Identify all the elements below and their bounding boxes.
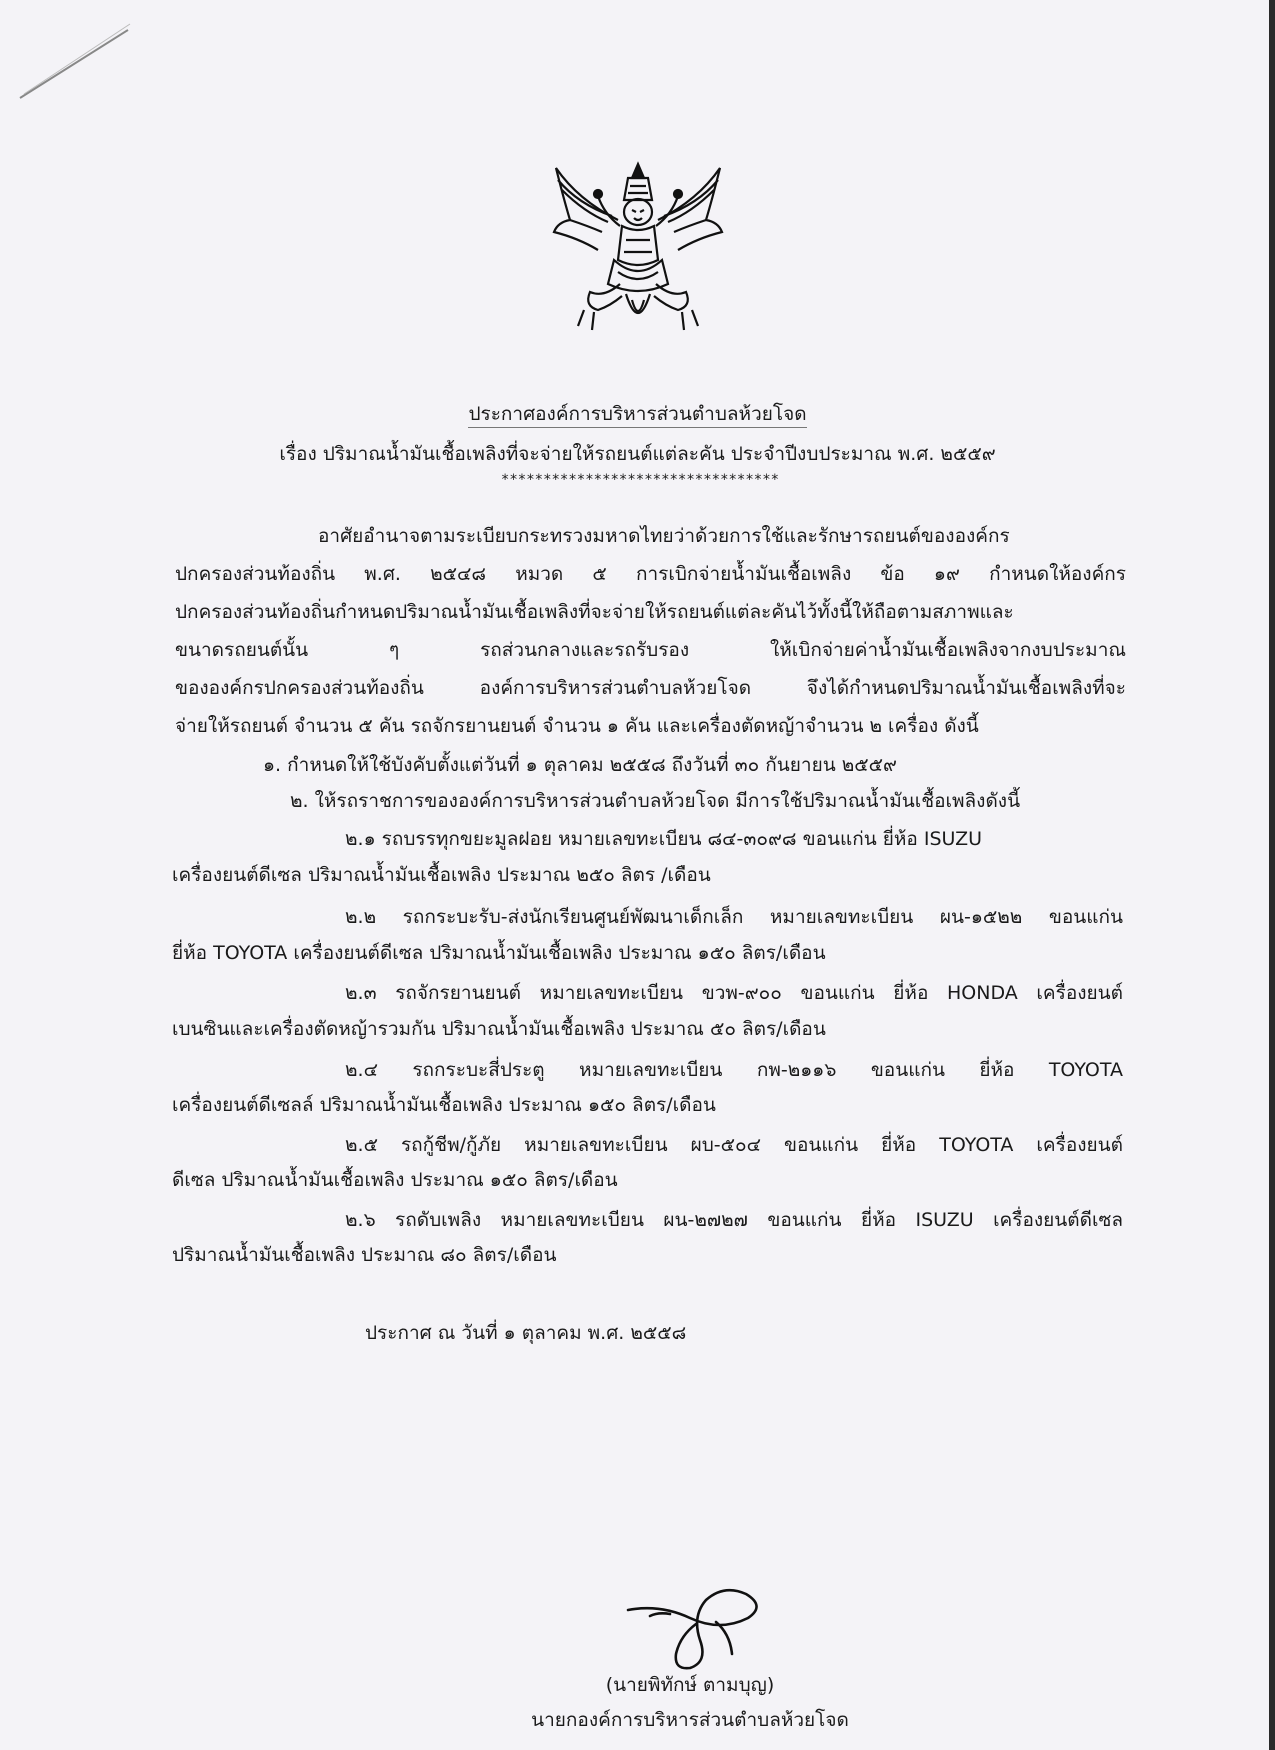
announcement-title-text: ประกาศองค์การบริหารส่วนตำบลห้วยโจด <box>468 403 806 428</box>
vehicle-1-line-1: ๒.๑ รถบรรทุกขยะมูลฝอย หมายเลขทะเบียน ๘๔-๓๐๙๘ ขอนแก่น ยี่ห้อ ISUZU <box>345 828 983 850</box>
vehicle-5-line-1: ๒.๕ รถกู้ชีพ/กู้ภัย หมายเลขทะเบียน ผบ-๕๐๔ ขอนแก่น ยี่ห้อ TOYOTA เครื่องยนต์ <box>345 1134 1123 1156</box>
announcement-title <box>150 400 1125 428</box>
vehicle-4-line-2: เครื่องยนต์ดีเซลล์ ปริมาณน้ำมันเชื้อเพลิง ประมาณ ๑๕๐ ลิตร/เดือน <box>172 1094 716 1116</box>
vehicle-6-line-1: ๒.๖ รถดับเพลิง หมายเลขทะเบียน ผน-๒๗๒๗ ขอนแก่น ยี่ห้อ ISUZU เครื่องยนต์ดีเซล <box>345 1209 1123 1231</box>
para1-line-4: ขนาดรถยนต์นั้น ๆ รถส่วนกลางและรถรับรอง ให้เบิกจ่ายค่าน้ำมันเชื้อเพลิงจากงบประมาณ <box>175 639 1126 661</box>
scan-fold-mark <box>18 20 138 100</box>
vehicle-6-line-2: ปริมาณน้ำมันเชื้อเพลิง ประมาณ ๘๐ ลิตร/เดือน <box>172 1244 557 1266</box>
vehicle-4-line-1: ๒.๔ รถกระบะสี่ประตู หมายเลขทะเบียน กพ-๒๑๑๖ ขอนแก่น ยี่ห้อ TOYOTA <box>345 1059 1123 1081</box>
vehicle-2-line-2: ยี่ห้อ TOYOTA เครื่องยนต์ดีเซล ปริมาณน้ำมันเชื้อเพลิง ประมาณ ๑๕๐ ลิตร/เดือน <box>172 942 826 964</box>
vehicle-2-line-1: ๒.๒ รถกระบะรับ-ส่งนักเรียนศูนย์พัฒนาเด็กเล็ก หมายเลขทะเบียน ผน-๑๕๒๒ ขอนแก่น <box>345 906 1123 928</box>
signature-icon <box>620 1570 770 1675</box>
para1-line-5: ขององค์กรปกครองส่วนท้องถิ่น องค์การบริหารส่วนตำบลห้วยโจด จึงได้กำหนดปริมาณน้ำมันเชื้อเพลิงที่จะ <box>175 677 1126 699</box>
signer-title: นายกองค์การบริหารส่วนตำบลห้วยโจด <box>531 1709 849 1731</box>
item-2: ๒. ให้รถราชการขององค์การบริหารส่วนตำบลห้วยโจด มีการใช้ปริมาณน้ำมันเชื้อเพลิงดังนี้ <box>290 790 1021 812</box>
announcement-subject: เรื่อง ปริมาณน้ำมันเชื้อเพลิงที่จะจ่ายให้รถยนต์แต่ละคัน ประจำปีงบประมาณ พ.ศ. ๒๕๕๙ <box>279 443 996 465</box>
announced-date: ประกาศ ณ วันที่ ๑ ตุลาคม พ.ศ. ๒๕๕๘ <box>365 1322 687 1344</box>
para1-line-2: ปกครองส่วนท้องถิ่น พ.ศ. ๒๕๔๘ หมวด ๕ การเบิกจ่ายน้ำมันเชื้อเพลิง ข้อ ๑๙ กำหนดให้องค์กร <box>175 563 1126 585</box>
para1-line-3: ปกครองส่วนท้องถิ่นกำหนดปริมาณน้ำมันเชื้อเพลิงที่จะจ่ายให้รถยนต์แต่ละคันไว้ทั้งนี้ให้ถือตามสภาพและ <box>175 601 1014 623</box>
para1-line-6: จ่ายให้รถยนต์ จำนวน ๕ คัน รถจักรยานยนต์ จำนวน ๑ คัน และเครื่องตัดหญ้าจำนวน ๒ เครื่อง ดังนี้ <box>175 715 979 737</box>
title-divider: ********************************* <box>500 472 780 488</box>
scan-edge <box>1269 0 1275 1750</box>
vehicle-3-line-2: เบนซินและเครื่องตัดหญ้ารวมกัน ปริมาณน้ำมันเชื้อเพลิง ประมาณ ๕๐ ลิตร/เดือน <box>172 1018 826 1040</box>
garuda-emblem-icon <box>548 160 728 335</box>
signer-name: (นายพิทักษ์ ตามบุญ) <box>605 1674 775 1696</box>
vehicle-5-line-2: ดีเซล ปริมาณน้ำมันเชื้อเพลิง ประมาณ ๑๕๐ ลิตร/เดือน <box>172 1169 618 1191</box>
vehicle-3-line-1: ๒.๓ รถจักรยานยนต์ หมายเลขทะเบียน ขวพ-๙๐๐ ขอนแก่น ยี่ห้อ HONDA เครื่องยนต์ <box>345 982 1123 1004</box>
para1-line-1: อาศัยอำนาจตามระเบียบกระทรวงมหาดไทยว่าด้วยการใช้และรักษารถยนต์ขององค์กร <box>318 525 1010 547</box>
item-1: ๑. กำหนดให้ใช้บังคับตั้งแต่วันที่ ๑ ตุลาคม ๒๕๕๘ ถึงวันที่ ๓๐ กันยายน ๒๕๕๙ <box>263 754 897 776</box>
vehicle-1-line-2: เครื่องยนต์ดีเซล ปริมาณน้ำมันเชื้อเพลิง ประมาณ ๒๕๐ ลิตร /เดือน <box>172 864 711 886</box>
